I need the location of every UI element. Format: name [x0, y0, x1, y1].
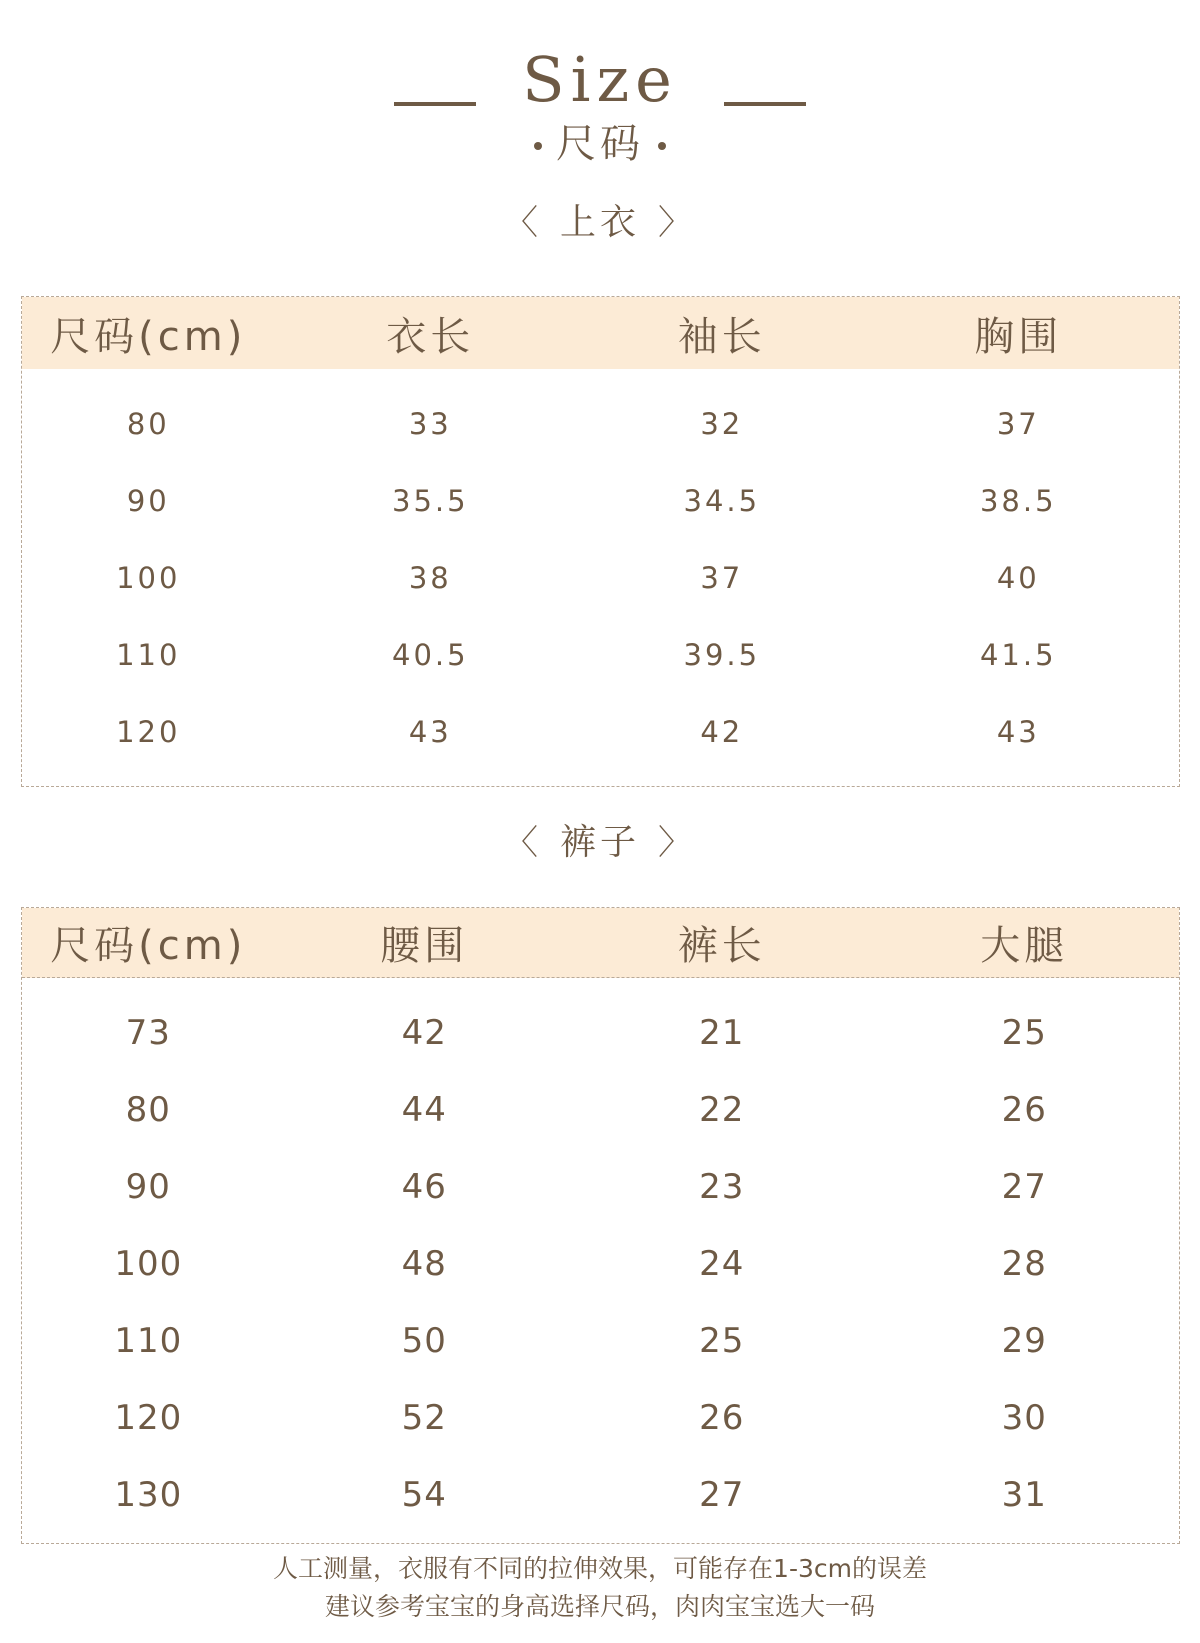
table-row	[22, 693, 1179, 770]
table-cell: 40.5	[392, 637, 469, 672]
table-cell: 37	[996, 406, 1040, 441]
table-cell: 29	[1001, 1320, 1047, 1361]
page-title-cn: 尺码	[556, 121, 644, 167]
table-cell: 43	[408, 714, 452, 749]
table-cell: 50	[401, 1320, 447, 1361]
table-cell: 130	[114, 1474, 183, 1515]
table-cell: 40	[996, 560, 1040, 595]
table-row	[22, 994, 1179, 1071]
table-cell: 25	[699, 1320, 745, 1361]
table-cell: 21	[699, 1012, 745, 1053]
table-cell: 34.5	[683, 483, 761, 518]
page-title-en: Size	[522, 43, 678, 116]
column-header-size: 尺码(cm)	[50, 923, 247, 969]
table-cell: 90	[125, 1166, 171, 1207]
top-size-table	[21, 296, 1180, 787]
table-cell: 31	[1001, 1474, 1047, 1515]
chevron-right-icon: 〉	[658, 203, 696, 243]
note-line-1: 人工测量，衣服有不同的拉伸效果，可能存在1-3cm的误差	[273, 1554, 927, 1583]
section-title-pants	[0, 818, 1200, 868]
table-row	[22, 1456, 1179, 1533]
table-cell: 26	[1001, 1089, 1047, 1130]
section-title-top-label: 上衣	[559, 202, 640, 243]
table-cell: 30	[1001, 1397, 1047, 1438]
section-title-top	[0, 198, 1200, 248]
table-cell: 27	[699, 1474, 745, 1515]
table-cell: 52	[401, 1397, 447, 1438]
table-cell: 33	[408, 406, 452, 441]
table-cell: 42	[700, 714, 744, 749]
table-cell: 38	[408, 560, 452, 595]
table-cell: 41.5	[979, 637, 1057, 672]
table-cell: 120	[114, 1397, 183, 1438]
table-cell: 110	[114, 1320, 183, 1361]
column-header-length: 衣长	[386, 313, 475, 360]
column-header-thigh: 大腿	[980, 923, 1069, 969]
table-row	[22, 1302, 1179, 1379]
table-cell: 73	[125, 1012, 171, 1053]
table-cell: 24	[699, 1243, 745, 1284]
table-cell: 120	[116, 714, 181, 749]
table-cell: 110	[116, 637, 181, 672]
table-cell: 43	[996, 714, 1040, 749]
measurement-note	[0, 1550, 1200, 1626]
table-row	[22, 1379, 1179, 1456]
table-cell: 46	[401, 1166, 447, 1207]
chevron-left-icon: 〈	[503, 823, 542, 863]
table-body	[22, 369, 1179, 770]
column-header-sleeve: 袖长	[677, 313, 766, 360]
table-header-row	[22, 908, 1179, 978]
table-cell: 48	[401, 1243, 447, 1284]
table-cell: 100	[116, 560, 181, 595]
table-cell: 90	[126, 483, 170, 518]
table-cell: 44	[401, 1089, 447, 1130]
table-cell: 42	[401, 1012, 447, 1053]
table-cell: 100	[114, 1243, 183, 1284]
column-header-waist: 腰围	[380, 923, 469, 969]
table-row	[22, 1148, 1179, 1225]
page-header	[0, 40, 1200, 170]
table-row	[22, 1225, 1179, 1302]
table-cell: 39.5	[683, 637, 761, 672]
bullet-dot-icon	[534, 142, 542, 150]
bullet-dot-icon	[658, 142, 666, 150]
table-cell: 23	[699, 1166, 745, 1207]
table-cell: 35.5	[392, 483, 469, 518]
table-cell: 32	[700, 406, 744, 441]
table-cell: 22	[699, 1089, 745, 1130]
table-cell: 26	[699, 1397, 745, 1438]
table-row	[22, 1071, 1179, 1148]
table-cell: 27	[1001, 1166, 1047, 1207]
table-row	[22, 616, 1179, 693]
table-row	[22, 539, 1179, 616]
table-cell: 37	[700, 560, 744, 595]
page-title-cn-wrapper	[0, 116, 1200, 172]
section-title-pants-label: 裤子	[559, 822, 640, 863]
table-cell: 28	[1001, 1243, 1047, 1284]
chevron-left-icon: 〈	[503, 203, 542, 243]
table-header-row	[22, 297, 1179, 369]
table-cell: 80	[125, 1089, 171, 1130]
table-cell: 80	[126, 406, 170, 441]
pants-size-table	[21, 907, 1180, 1544]
table-cell: 54	[401, 1474, 447, 1515]
chevron-right-icon: 〉	[658, 823, 696, 863]
table-cell: 38.5	[979, 483, 1057, 518]
table-body	[22, 978, 1179, 1533]
column-header-pants-length: 裤长	[677, 923, 766, 969]
note-line-2: 建议参考宝宝的身高选择尺码，肉肉宝宝选大一码	[324, 1592, 875, 1621]
column-header-size: 尺码(cm)	[50, 313, 247, 360]
table-row	[22, 462, 1179, 539]
table-cell: 25	[1001, 1012, 1047, 1053]
table-row	[22, 385, 1179, 462]
column-header-chest: 胸围	[974, 313, 1063, 360]
